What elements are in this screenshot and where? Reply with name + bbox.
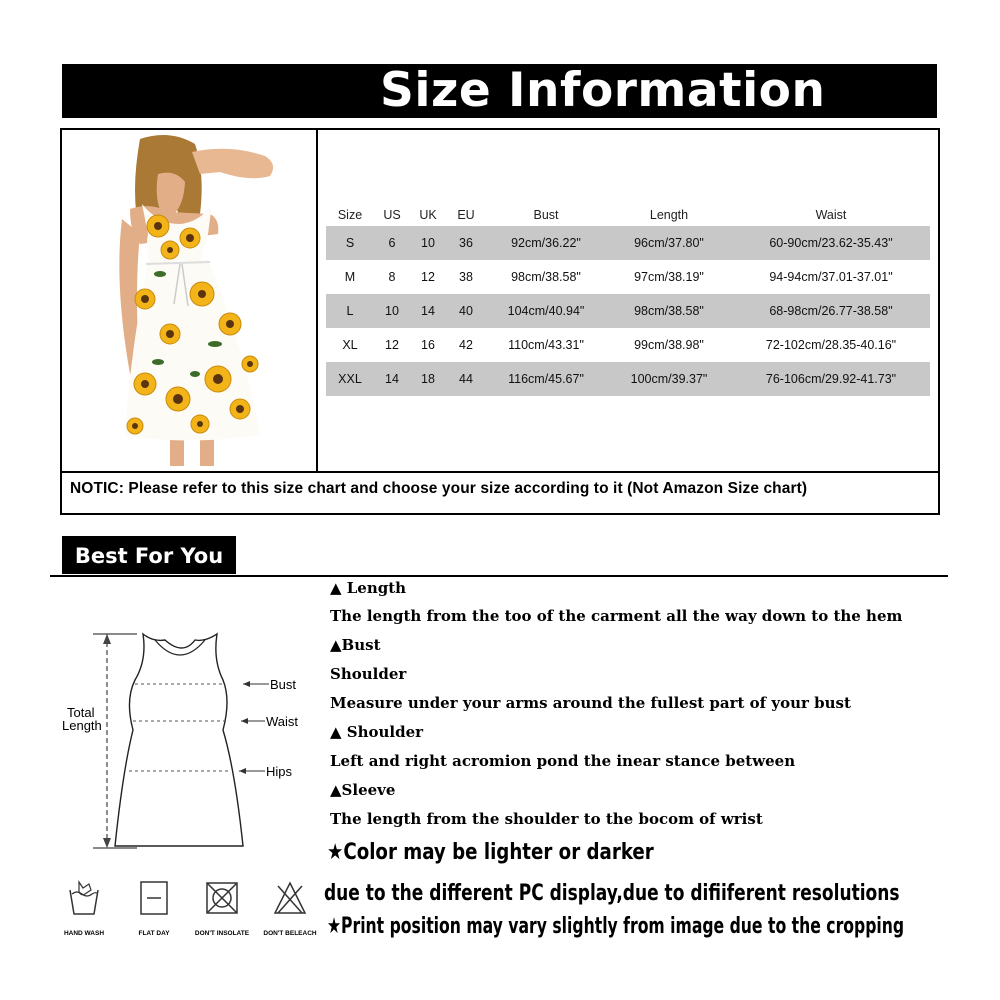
- hips-label: Hips: [266, 764, 293, 779]
- table-cell: 18: [410, 362, 446, 396]
- length-title: ▲ Length: [330, 579, 407, 597]
- table-cell: 14: [374, 362, 410, 396]
- table-cell: 44: [446, 362, 486, 396]
- table-cell: 99cm/38.98": [634, 338, 704, 352]
- care-no-bleach: [258, 880, 322, 937]
- table-cell: 100cm/39.37": [606, 362, 732, 396]
- sleeve-title: ▲Sleeve: [330, 781, 396, 799]
- size-notice: NOTIC: Please refer to this size chart and choose your size according to it (Not Amazon Size chart): [70, 480, 808, 497]
- care-label: FLAT DAY: [138, 930, 170, 937]
- no-bleach-icon: [272, 880, 308, 916]
- bust-subtitle: Shoulder: [330, 665, 407, 683]
- total-length-label: Total: [67, 705, 95, 720]
- flat-dry-icon: [137, 880, 171, 916]
- dress-model-photo: [100, 134, 300, 468]
- display-note: due to the different PC display,due to difiiferent resolutions: [324, 881, 900, 906]
- table-cell: 10: [410, 226, 446, 260]
- table-cell: S: [326, 226, 374, 260]
- table-cell: 10: [374, 294, 410, 328]
- table-row: [326, 362, 930, 396]
- table-cell: 14: [410, 294, 446, 328]
- column-header: EU: [457, 208, 475, 222]
- table-cell: 42: [459, 338, 473, 352]
- table-cell: 94-94cm/37.01-37.01": [769, 270, 893, 284]
- table-cell: 72-102cm/28.35-40.16": [765, 338, 897, 352]
- column-header: Length: [649, 208, 689, 222]
- best-for-you-tab: Best For You: [62, 536, 236, 574]
- table-cell: 98cm/38.58": [511, 270, 581, 284]
- size-table: [326, 204, 930, 396]
- table-cell: 116cm/45.67": [486, 362, 606, 396]
- care-flat-dry: [122, 880, 186, 937]
- table-cell: 60-90cm/23.62-35.43": [732, 226, 930, 260]
- table-header-row: [326, 204, 930, 226]
- table-cell: 16: [421, 338, 435, 352]
- bust-label: Bust: [270, 677, 297, 692]
- column-header: Waist: [815, 208, 847, 222]
- no-sun-icon: [204, 880, 240, 916]
- shoulder-title: ▲ Shoulder: [330, 723, 424, 741]
- care-label: HAND WASH: [63, 930, 105, 937]
- table-cell: 110cm/43.31": [508, 338, 584, 352]
- table-cell: 6: [374, 226, 410, 260]
- care-hand-wash: [52, 880, 116, 937]
- page-title: Size Information: [380, 63, 826, 118]
- column-header: UK: [419, 208, 437, 222]
- bust-text: Measure under your arms around the fullest part of your bust: [330, 694, 851, 712]
- frame-divider: [316, 128, 318, 473]
- table-cell: XL: [342, 338, 358, 352]
- total-length-label: Length: [62, 718, 102, 733]
- table-cell: 40: [446, 294, 486, 328]
- table-cell: 104cm/40.94": [486, 294, 606, 328]
- care-label: DON'T BELEACH: [263, 930, 317, 937]
- color-note: ★Color may be lighter or darker: [327, 840, 654, 865]
- column-header: Bust: [533, 208, 559, 222]
- table-cell: 36: [446, 226, 486, 260]
- frame-divider: [60, 471, 940, 473]
- column-header: Size: [337, 208, 363, 222]
- table-cell: 97cm/38.19": [634, 270, 704, 284]
- section-rule: [50, 575, 948, 577]
- shoulder-text: Left and right acromion pond the inear stance between: [330, 752, 796, 770]
- column-header: US: [383, 208, 401, 222]
- waist-label: Waist: [266, 714, 299, 729]
- table-cell: XXL: [326, 362, 374, 396]
- sleeve-text: The length from the shoulder to the bocom of wrist: [330, 810, 763, 828]
- print-note: ★Print position may vary slightly from image due to the cropping: [327, 914, 905, 939]
- table-row: [326, 260, 930, 294]
- table-cell: 92cm/36.22": [486, 226, 606, 260]
- table-cell: 98cm/38.58": [606, 294, 732, 328]
- table-cell: 8: [388, 270, 396, 284]
- table-row: [326, 328, 930, 362]
- table-cell: 12: [421, 270, 435, 284]
- care-label: DON'T INSOLATE: [194, 930, 250, 937]
- table-cell: 68-98cm/26.77-38.58": [732, 294, 930, 328]
- bust-title: ▲Bust: [330, 636, 381, 654]
- table-cell: 76-106cm/29.92-41.73": [732, 362, 930, 396]
- table-cell: 38: [459, 270, 473, 284]
- length-text: The length from the too of the carment all the way down to the hem: [330, 607, 903, 625]
- hand-wash-icon: [67, 880, 101, 916]
- table-cell: 12: [385, 338, 399, 352]
- table-cell: 96cm/37.80": [606, 226, 732, 260]
- table-row: [326, 226, 930, 260]
- table-row: [326, 294, 930, 328]
- dress-measurement-sketch: [55, 620, 330, 860]
- table-cell: L: [326, 294, 374, 328]
- table-cell: M: [344, 270, 356, 284]
- care-no-insolate: [190, 880, 254, 937]
